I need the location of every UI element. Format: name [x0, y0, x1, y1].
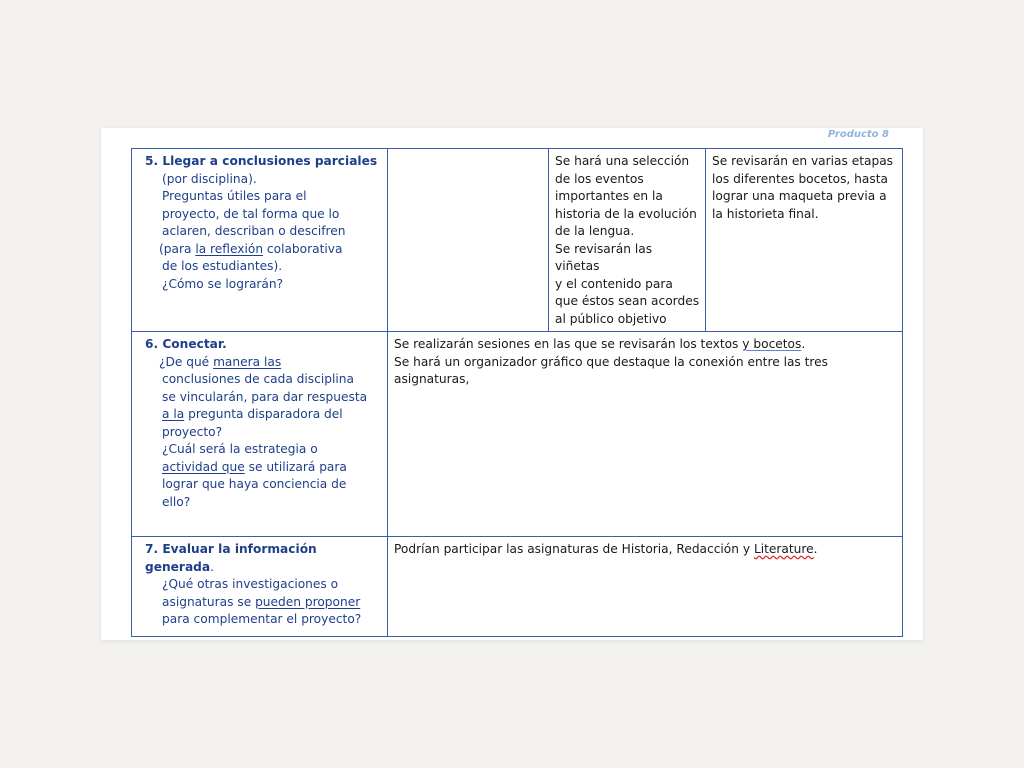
row6-line: proyecto? — [162, 424, 223, 439]
row7-answer-cell — [388, 537, 903, 637]
row5-line: de los estudiantes). — [162, 259, 283, 273]
row6-line: a la pregunta disparadora del — [162, 407, 343, 421]
cell-line: lograr una maqueta previa a — [712, 189, 887, 203]
row6-line: se vincularán, para dar respuesta — [162, 389, 368, 404]
cell-line: historia de la evolución — [555, 206, 697, 221]
answer-line: Podrían participar las asignaturas de Historia, Redacción y Literature. — [394, 542, 818, 556]
row5-col4-cell — [706, 149, 903, 332]
cell-line: de la lengua. — [555, 224, 635, 238]
cell-line: al público objetivo — [555, 311, 667, 326]
row5-col3-cell — [549, 149, 706, 332]
row7-question-cell — [132, 537, 388, 637]
row5-line: aclaren, describan o descifren — [162, 224, 346, 238]
row7-line: para complementar el proyecto? — [162, 612, 362, 626]
row6-line: ello? — [162, 494, 191, 509]
row7-line: ¿Qué otras investigaciones o — [162, 577, 339, 591]
cell-line: y el contenido para — [555, 276, 673, 291]
cell-line: que éstos sean acordes — [555, 294, 700, 308]
row6-line: lograr que haya conciencia de — [162, 477, 347, 491]
planning-table — [131, 148, 903, 637]
answer-line: asignaturas, — [394, 372, 470, 386]
cell-line: la historieta final. — [712, 206, 819, 221]
row5-line: ¿Cómo se lograrán? — [162, 276, 284, 291]
row6-question-cell — [132, 332, 388, 537]
table-row — [132, 537, 903, 637]
row5-line: Preguntas útiles para el — [162, 189, 307, 203]
row6-title: 6. Conectar. — [145, 337, 227, 351]
cell-line: de los eventos — [555, 171, 644, 186]
header-label: Producto 8 — [827, 129, 889, 140]
table-row — [132, 332, 903, 537]
cell-line: Se revisarán en varias etapas — [712, 154, 894, 168]
cell-line: importantes en la — [555, 189, 663, 203]
cell-line: Se hará una selección — [555, 154, 690, 168]
cell-line: los diferentes bocetos, hasta — [712, 171, 888, 186]
row6-line: actividad que se utilizará para — [162, 459, 347, 474]
row6-line: ¿De qué manera las — [159, 354, 282, 369]
row6-answer-cell — [388, 332, 903, 537]
row5-line: (por disciplina). — [162, 171, 257, 186]
row5-question-cell — [132, 149, 388, 332]
row7-title: 7. Evaluar la información generada. — [145, 542, 317, 574]
row7-line: asignaturas se pueden proponer — [162, 594, 361, 609]
document-page — [101, 128, 923, 640]
cell-line: Se revisarán las viñetas — [555, 241, 653, 273]
row6-line: conclusiones de cada disciplina — [162, 372, 354, 386]
row6-line: ¿Cuál será la estrategia o — [162, 442, 318, 456]
row5-title: 5. Llegar a conclusiones parciales — [145, 154, 378, 168]
row5-line: (para la reflexión colaborativa — [159, 241, 343, 256]
answer-line: Se hará un organizador gráfico que destaque la conexión entre las tres — [394, 354, 829, 369]
answer-line: Se realizarán sesiones en las que se revisarán los textos y bocetos. — [394, 337, 806, 351]
table-row — [132, 149, 903, 332]
row5-line: proyecto, de tal forma que lo — [162, 206, 340, 221]
row5-empty-cell — [388, 149, 549, 332]
